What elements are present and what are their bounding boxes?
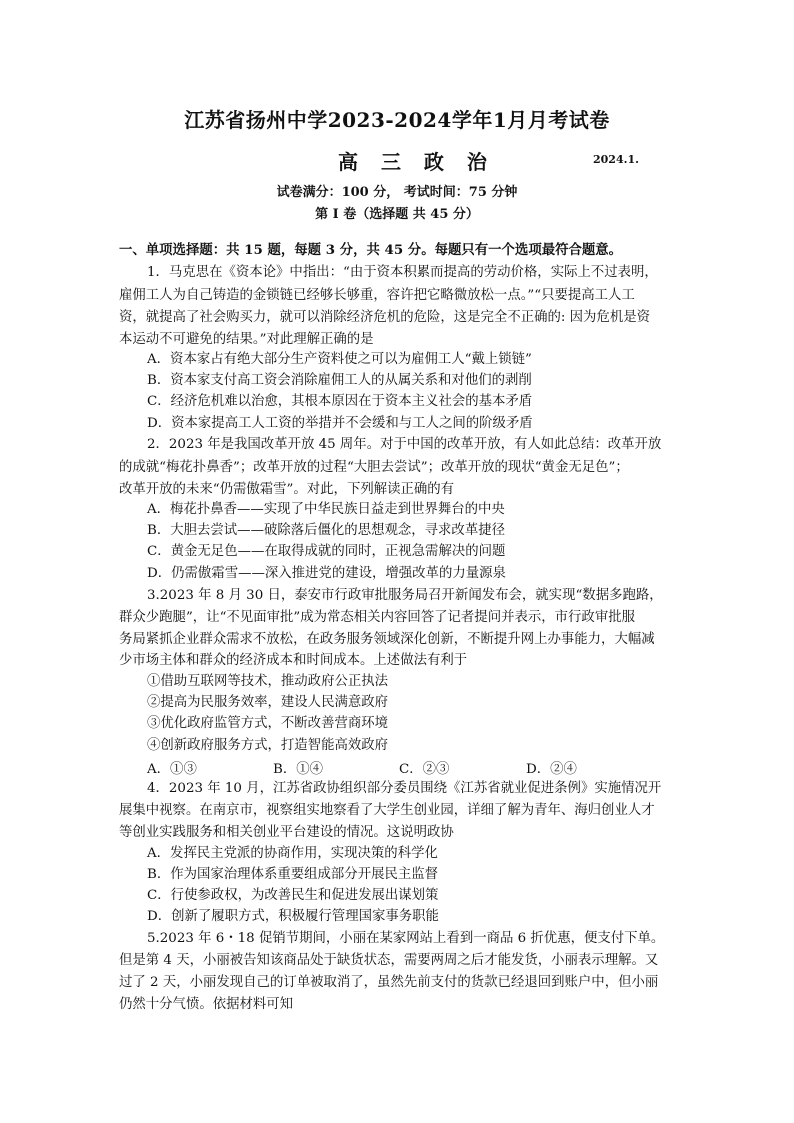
q3-choice-c: C．②③	[399, 762, 450, 777]
q3-item-3: ③优化政府监管方式，不断改善营商环境	[147, 716, 389, 731]
q5-line: 5.2023 年 6・18 促销节期间，小丽在某家网站上看到一商品 6 折优惠，便支付下单。	[147, 931, 665, 946]
q5-line: 仍然十分气愤。依据材料可知	[119, 997, 294, 1012]
q1-option-a: A．资本家占有绝大部分生产资料使之可以为雇佣工人“戴上锁链”	[147, 352, 532, 367]
q4-line: 展集中视察。在南京市，视察组实地察看了大学生创业园，详细了解为青年、海归创业人才	[119, 803, 655, 818]
part-heading: 第 Ⅰ 卷（选择题 共 45 分）	[315, 207, 479, 222]
section-heading: 一、单项选择题：共 15 题，每题 3 分，共 45 分。每题只有一个选项最符合题意。	[119, 242, 623, 258]
q4-line: 等创业实践服务和相关创业平台建设的情况。这说明政协	[119, 825, 454, 840]
q1-line: 1．马克思在《资本论》中指出：“由于资本积累而提高的劳动价格，实际上不过表明，	[147, 265, 658, 280]
q4-option-d: D．创新了履职方式，积极履行管理国家事务职能	[147, 909, 439, 924]
exam-title: 江苏省扬州中学2023-2024学年1月月考试卷	[184, 108, 610, 132]
q2-line: 改革开放的未来“仍需傲霜雪”。对此，下列解读正确的有	[119, 482, 455, 497]
q2-option-a: A．梅花扑鼻香——实现了中华民族日益走到世界舞台的中央	[147, 502, 505, 517]
q2-line: 的成就“梅花扑鼻香”；改革开放的过程“大胆去尝试”；改革开放的现状“黄金无足色”；	[119, 460, 629, 475]
q1-option-b: B．资本家支付高工资会消除雇佣工人的从属关系和对他们的剥削	[147, 373, 532, 388]
q1-line: 雇佣工人为自己铸造的金锁链已经够长够重，容许把它略微放松一点。”“只要提高工人工	[119, 288, 635, 303]
q3-line: 少市场主体和群众的经济成本和时间成本。上述做法有利于	[119, 653, 468, 668]
q3-choice-d: D．②④	[526, 762, 577, 777]
q1-line: 资，就提高了社会购买力，就可以消除经济危机的危险，这是完全不正确的: 因为危机是资	[119, 310, 650, 325]
q4-option-a: A．发挥民主党派的协商作用，实现决策的科学化	[147, 846, 438, 861]
q2-option-d: D．仍需傲霜雪——深入推进党的建设，增强改革的力量源泉	[147, 566, 506, 581]
q3-choice-a: A．①③	[147, 762, 197, 777]
q5-line: 但是第 4 天，小丽被告知该商品处于缺货状态，需要两周之后才能发货，小丽表示理解。又	[119, 953, 659, 968]
q3-item-1: ①借助互联网等技术，推动政府公正执法	[147, 674, 389, 689]
q2-option-c: C．黄金无足色——在取得成就的同时，正视急需解决的问题	[147, 544, 506, 559]
exam-meta: 试卷满分：100 分， 考试时间：75 分钟	[276, 185, 518, 200]
q4-option-b: B．作为国家治理体系重要组成部分开展民主监督	[147, 867, 439, 882]
q3-choice-b: B．①④	[273, 762, 324, 777]
q4-line: 4．2023 年 10 月，江苏省政协组织部分委员围绕《江苏省就业促进条例》实施情况开	[147, 781, 662, 796]
q3-item-2: ②提高为民服务效率，建设人民满意政府	[147, 695, 389, 710]
exam-date: 2024.1.	[593, 153, 639, 166]
q2-option-b: B．大胆去尝试——破除落后僵化的思想观念，寻求改革捷径	[147, 523, 505, 538]
exam-subject: 高 三 政 治	[338, 150, 495, 174]
q4-option-c: C．行使参政权，为改善民生和促进发展出谋划策	[147, 888, 439, 903]
q1-option-c: C．经济危机难以治愈，其根本原因在于资本主义社会的基本矛盾	[147, 394, 533, 409]
q2-line: 2．2023 年是我国改革开放 45 周年。对于中国的改革开放，有人如此总结：改革开放	[147, 437, 662, 452]
q1-option-d: D．资本家提高工人工资的举措并不会缓和与工人之间的阶级矛盾	[147, 416, 533, 431]
q1-line: 本运动不可避免的结果。”对此理解正确的是	[119, 332, 374, 347]
q3-item-4: ④创新政府服务方式，打造智能高效政府	[147, 738, 389, 753]
q5-line: 过了 2 天，小丽发现自己的订单被取消了，虽然先前支付的货款已经退回到账户中，但小丽	[119, 975, 659, 990]
q3-line: 务局紧抓企业群众需求不放松，在政务服务领域深化创新，不断提升网上办事能力，大幅减	[119, 632, 655, 647]
q3-line: 3.2023 年 8 月 30 日，泰安市行政审批服务局召开新闻发布会，就实现“数据多跑路，	[147, 588, 663, 603]
q3-line: 群众少跑腿”，让“不见面审批”成为常态相关内容回答了记者提问并表示，市行政审批服	[119, 610, 635, 625]
